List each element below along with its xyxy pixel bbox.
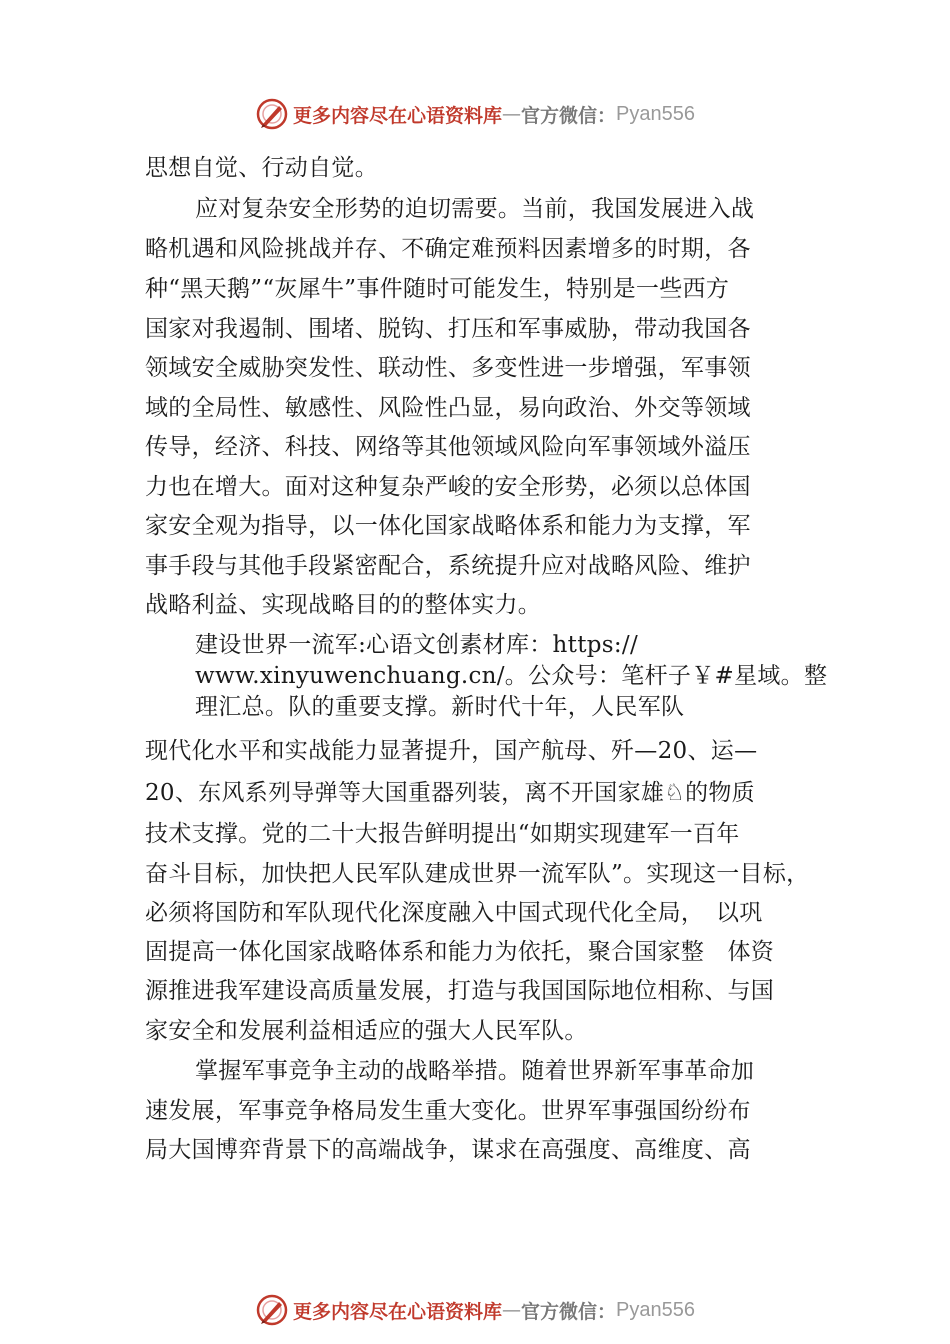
- watermark-site-name: 更多内容尽在心语资料库: [293, 104, 503, 127]
- text-line: 事手段与其他手段紧密配合，系统提升应对战略风险、维护: [145, 553, 751, 579]
- text-line: 略机遇和风险挑战并存、不确定难预料因素增多的时期，各: [145, 236, 751, 262]
- inserted-ad-line: 建设世界一流军:心语文创素材库：https://: [195, 632, 639, 658]
- inserted-ad-line: 理汇总。队的重要支撑。新时代十年，人民军队: [195, 694, 685, 720]
- text-line: 局大国博弈背景下的高端战争，谋求在高强度、高维度、高: [145, 1137, 751, 1163]
- watermark-wechat-label: 官方微信：: [521, 104, 617, 127]
- text-line: 力也在增大。面对这种复杂严峻的安全形势，必须以总体国: [145, 474, 751, 500]
- text-line: 种“黑天鹅”“灰犀牛”事件随时可能发生，特别是一些西方: [145, 276, 730, 302]
- text-line: 家安全和发展利益相适应的强大人民军队。: [145, 1018, 588, 1044]
- watermark-site-name: 更多内容尽在心语资料库: [293, 1300, 503, 1323]
- watermark-dash: —: [502, 1299, 522, 1321]
- text-line: 20、东风系列导弹等大国重器列装，离不开国家雄♘的物质: [145, 780, 755, 806]
- text-line: 必须将国防和军队现代化深度融入中国式现代化全局， 以巩: [145, 900, 763, 926]
- watermark-wechat-label: 官方微信：: [521, 1300, 617, 1323]
- inserted-ad-line: www.xinyuwenchuang.cn/。公众号：笔杆子￥#星域。整: [195, 663, 828, 689]
- pen-logo-icon: [255, 1293, 289, 1327]
- text-line: 奋斗目标，加快把人民军队建成世界一流军队”。实现这一目标，: [145, 861, 810, 887]
- text-line: 领域安全威胁突发性、联动性、多变性进一步增强，军事领: [145, 355, 751, 381]
- pen-logo-icon: [255, 97, 289, 131]
- footer-watermark: [0, 1290, 950, 1330]
- text-line: 战略利益、实现战略目的的整体实力。: [145, 592, 542, 618]
- text-line: 技术支撑。党的二十大报告鲜明提出“如期实现建军一百年: [145, 821, 740, 847]
- paragraph-first-line: 应对复杂安全形势的迫切需要。当前，我国发展进入战: [195, 196, 755, 222]
- text-line: 源推进我军建设高质量发展，打造与我国国际地位相称、与国: [145, 978, 775, 1004]
- watermark-dash: —: [502, 103, 522, 125]
- text-line: 速发展，军事竞争格局发生重大变化。世界军事强国纷纷布: [145, 1098, 751, 1124]
- text-line: 固提高一体化国家战略体系和能力为依托，聚合国家整 体资: [145, 939, 775, 965]
- text-line: 域的全局性、敏感性、风险性凸显，易向政治、外交等领域: [145, 395, 751, 421]
- text-line: 思想自觉、行动自觉。: [145, 155, 378, 181]
- paragraph-first-line: 掌握军事竞争主动的战略举措。随着世界新军事革命加: [195, 1058, 755, 1084]
- header-watermark: [0, 94, 950, 134]
- watermark-wechat-id: Pyan556: [616, 1298, 695, 1321]
- text-line: 现代化水平和实战能力显著提升，国产航母、歼—20、运—: [145, 738, 758, 764]
- text-line: 家安全观为指导，以一体化国家战略体系和能力为支撑，军: [145, 513, 751, 539]
- text-line: 传导，经济、科技、网络等其他领域风险向军事领域外溢压: [145, 434, 751, 460]
- text-line: 国家对我遏制、围堵、脱钩、打压和军事威胁，带动我国各: [145, 316, 751, 342]
- watermark-wechat-id: Pyan556: [616, 102, 695, 125]
